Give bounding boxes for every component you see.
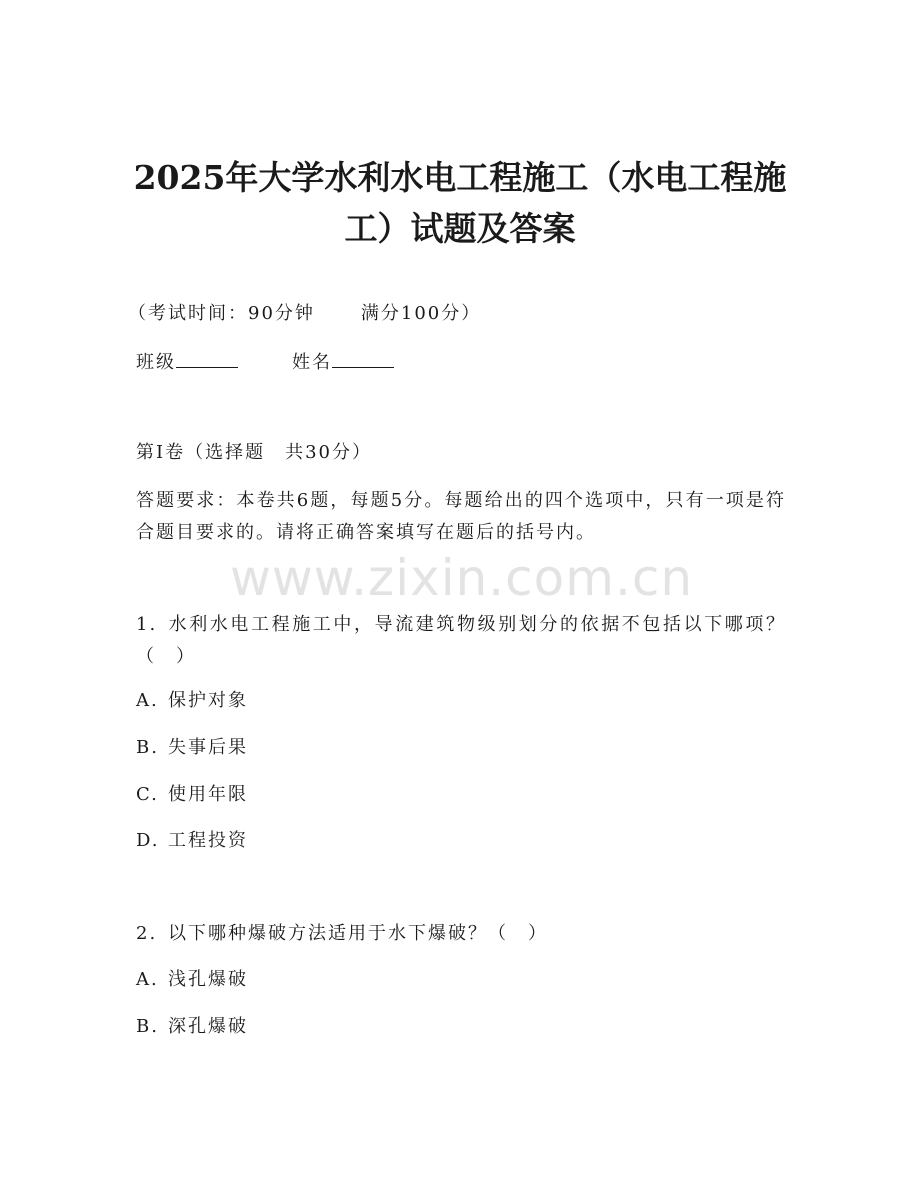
exam-time: （考试时间：90分钟 — [128, 303, 315, 324]
question-number: 2. — [136, 923, 158, 944]
option-text: 深孔爆破 — [168, 1016, 248, 1037]
option-letter: A. — [136, 690, 159, 711]
name-blank[interactable] — [332, 351, 394, 368]
option-2b[interactable] — [136, 1016, 248, 1038]
question-text: 以下哪种爆破方法适用于水下爆破？（ ） — [168, 923, 548, 944]
option-text: 失事后果 — [168, 737, 248, 758]
question-text: 水利水电工程施工中，导流建筑物级别划分的依据不包括以下哪项？（ ） — [136, 614, 786, 667]
option-1c[interactable] — [136, 784, 248, 806]
option-letter: B. — [136, 1016, 159, 1037]
option-text: 使用年限 — [168, 784, 248, 805]
class-blank[interactable] — [176, 351, 238, 368]
option-letter: C. — [136, 784, 159, 805]
option-text: 工程投资 — [168, 830, 248, 851]
student-fields — [136, 351, 394, 374]
option-letter: A. — [136, 969, 159, 990]
document-title: 2025年大学水利水电工程施工（水电工程施工）试题及答案 — [133, 158, 787, 248]
option-text: 保护对象 — [168, 690, 248, 711]
class-label: 班级 — [136, 352, 176, 373]
option-1b[interactable] — [136, 737, 248, 759]
option-2a[interactable] — [136, 969, 248, 991]
name-label: 姓名 — [292, 352, 332, 373]
section-instructions: 答题要求：本卷共6题，每题5分。每题给出的四个选项中，只有一项是符合题目要求的。请将正确答案填写在题后的括号内。 — [136, 490, 786, 543]
question-2 — [136, 923, 548, 945]
section-heading: 第Ⅰ卷（选择题 共30分） — [136, 442, 373, 463]
option-letter: D. — [136, 830, 160, 851]
exam-info — [128, 303, 481, 325]
option-letter: B. — [136, 737, 159, 758]
exam-score: 满分100分） — [360, 303, 482, 324]
option-1a[interactable] — [136, 690, 248, 712]
question-1 — [136, 609, 786, 673]
option-text: 浅孔爆破 — [168, 969, 248, 990]
option-1d[interactable] — [136, 830, 248, 852]
question-number: 1. — [136, 614, 158, 635]
watermark: www.zixin.com.cn — [230, 549, 694, 607]
